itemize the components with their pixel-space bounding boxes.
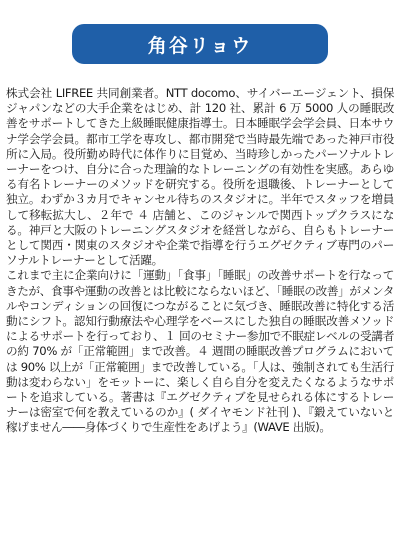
bio-paragraph-career: 株式会社 LIFREE 共同創業者。NTT docomo、サイバーエージェント、損保ジャパンなどの大手企業をはじめ、計 120 社、累計 6 万 5000 人の睡眠改善をサポートしてきた上級睡眠健康指導士。日本睡眠学会学会員、日本サウナ学会学会員。都市工学を専攻し、都市開発で当時最先端であった神戸市役所に入局。役所勤め時代に体作りに目覚め、当時珍しかったパーソナルトレーナーをつけ、自分に合った理論的なトレーニングの有効性を実感。あらゆる有名トレーナーのメソッドを研究する。役所を退職後、トレーナーとして独立。わずか３カ月でキャンセル待ちのスタジオに。半年でスタッフを増員して移転拡大し、２年で ４ 店舗と、このジャンルで関西トップクラスになる。神戸と大阪のトレーニングスタジオを経営しながら、自らもトレーナーとして関西・関東のスタジオや企業で指導を行うエグゼクティブ専門のパーソナルトレーナーとして活躍。 (6, 86, 394, 268)
author-name: 角谷リョウ (147, 34, 253, 57)
bio-paragraph-sleep-work: これまで主に企業向けに「運動」「食事」「睡眠」の改善サポートを行なってきたが、食事や運動の改善とは比較にならないほど、「睡眠の改善」がメンタルやコンディションの回復につながることに気づき、睡眠改善に特化する活動にシフト。認知行動療法や心理学をベースにした独自の睡眠改善メソッドによるサポートを行っており、１ 回のセミナー参加で不眠症レベルの受講者の約 70% が「正常範囲」まで改善。４ 週間の睡眠改善プログラムにおいては 90% 以上が「正常範囲」まで改善している。「人は、強制されても生活行動は変わらない」をモットーに、楽しく自ら自分を変えたくなるようなサポートを追求している。著書は『エグゼクティブを見せられる体にするトレーナーは密室で何を教えているのか』( ダイヤモンド社刊 )、『鍛えていないと稼げません――身体づくりで生産性をあげよう』(WAVE 出版)。 (6, 268, 394, 435)
author-name-banner (72, 24, 328, 64)
author-biography (6, 86, 394, 436)
